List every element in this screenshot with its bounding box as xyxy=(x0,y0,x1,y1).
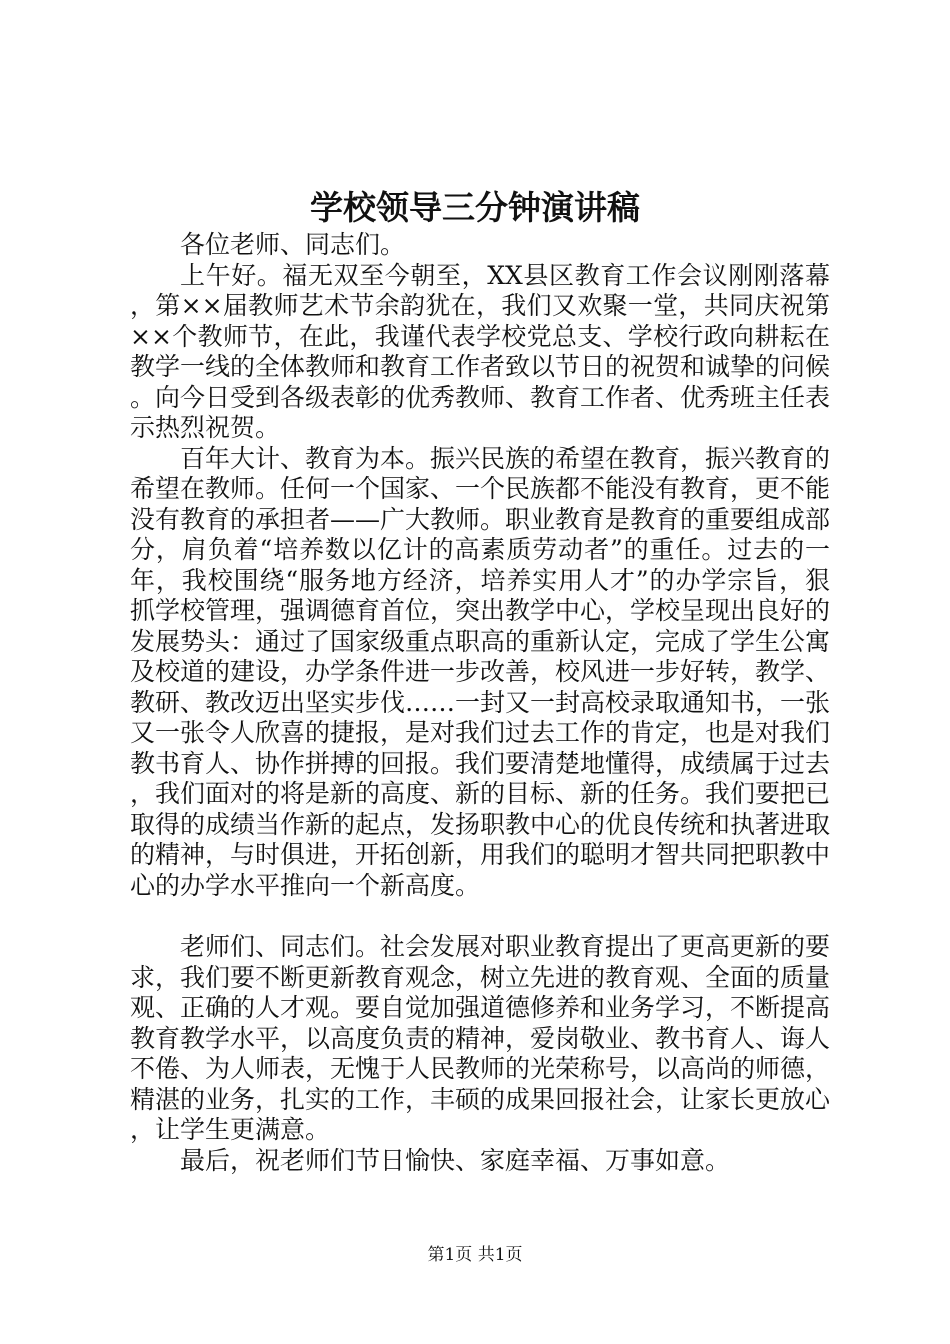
paragraph-greeting: 各位老师、同志们。 xyxy=(180,230,406,259)
paragraph-opening: 上午好。福无双至今朝至，XX县区教育工作会议刚刚落幕，第××届教师艺术节余韵犹在，我们又欢聚一堂，共同庆祝第××个教师节，在此，我谨代表学校党总支、学校行政向耕耘在教学一线的全体教师和教育工作者致以节日的祝贺和诚挚的问候。向今日受到各级表彰的优秀教师、教育工作者、优秀班主任表示热烈祝贺。 xyxy=(130,260,831,442)
paragraph-requirements: 老师们、同志们。社会发展对职业教育提出了更高更新的要求，我们要不断更新教育观念，树立先进的教育观、全面的质量观、正确的人才观。要自觉加强道德修养和业务学习，不断提高教育教学水平，以高度负责的精神，爱岗敬业、教书育人、诲人不倦、为人师表，无愧于人民教师的光荣称号，以高尚的师德，精湛的业务，扎实的工作，丰硕的成果回报社会，让家长更放心，让学生更满意。 xyxy=(130,932,831,1144)
paragraph-closing: 最后，祝老师们节日愉快、家庭幸福、万事如意。 xyxy=(180,1145,731,1175)
document-title: 学校领导三分钟演讲稿 xyxy=(310,188,640,227)
paragraph-education: 百年大计、教育为本。振兴民族的希望在教育，振兴教育的希望在教师。任何一个国家、一个民族都不能没有教育，更不能没有教育的承担者——广大教师。职业教育是教育的重要组成部分，肩负着“培养数以亿计的高素质劳动者”的重任。过去的一年，我校围绕“服务地方经济，培养实用人才”的办学宗旨，狠抓学校管理，强调德育首位，突出教学中心，学校呈现出良好的发展势头：通过了国家级重点职高的重新认定，完成了学生公寓及校道的建设，办学条件进一步改善，校风进一步好转，教学、教研、教改迈出坚实步伐……一封又一封高校录取通知书，一张又一张令人欣喜的捷报，是对我们过去工作的肯定，也是对我们教书育人、协作拼搏的回报。我们要清楚地懂得，成绩属于过去，我们面对的将是新的高度、新的目标、新的任务。我们要把已取得的成绩当作新的起点，发扬职教中心的优良传统和执著进取的精神，与时俱进，开拓创新，用我们的聪明才智共同把职教中心的办学水平推向一个新高度。 xyxy=(130,443,831,900)
document-body xyxy=(130,230,830,1176)
page-footer: 第1页 共1页 xyxy=(427,1245,523,1265)
